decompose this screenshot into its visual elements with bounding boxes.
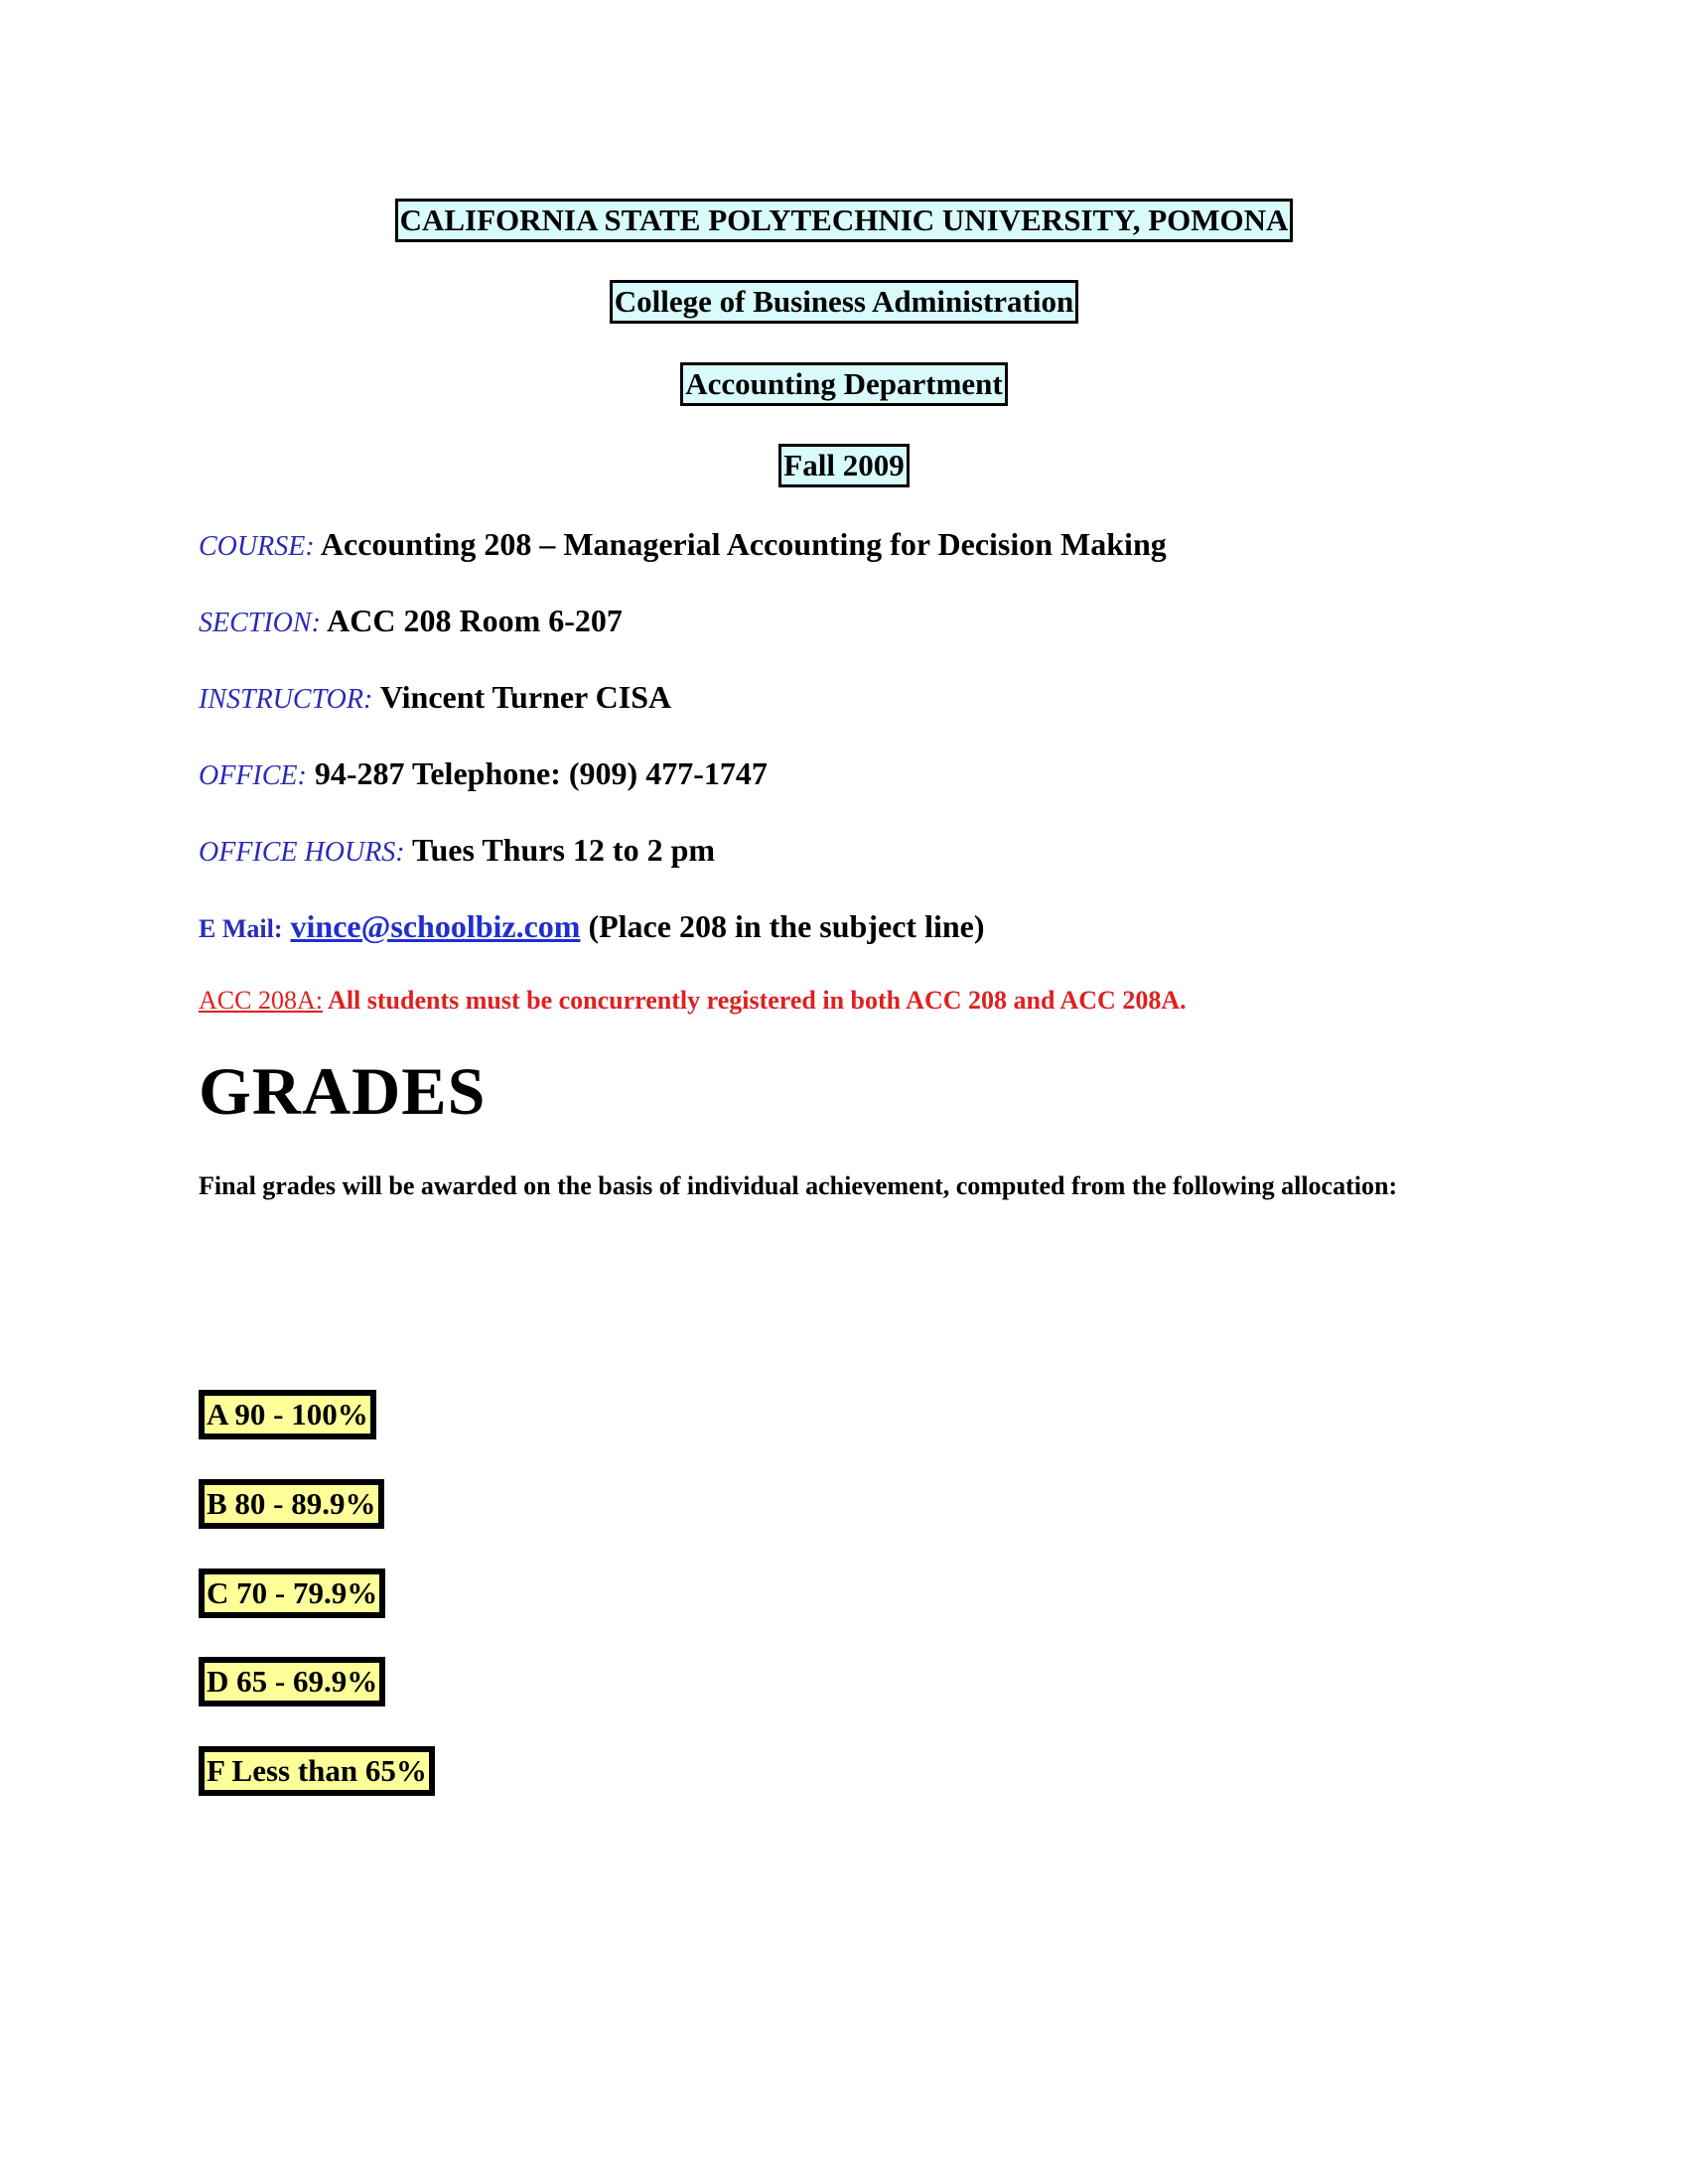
term-title: Fall 2009 — [778, 444, 909, 487]
grades-heading: GRADES — [199, 1053, 487, 1129]
course-line — [199, 526, 1167, 563]
office-hours-line — [199, 832, 715, 869]
office-hours-label: OFFICE HOURS: — [199, 837, 405, 868]
email-link[interactable]: vince@schoolbiz.com — [290, 908, 581, 944]
instructor-line — [199, 679, 671, 716]
grade-scale-a: A 90 - 100% — [199, 1390, 376, 1439]
email-line — [199, 908, 985, 945]
college-title-row — [0, 280, 1688, 324]
email-label: E Mail: — [199, 914, 283, 943]
notice-label: ACC 208A: — [199, 986, 323, 1015]
office-label: OFFICE: — [199, 760, 307, 791]
instructor-label: INSTRUCTOR: — [199, 684, 373, 715]
registration-notice — [199, 986, 1187, 1016]
course-label: COURSE: — [199, 531, 315, 562]
email-note: (Place 208 in the subject line) — [588, 908, 985, 944]
section-value: ACC 208 Room 6-207 — [327, 603, 623, 638]
grade-scale-f: F Less than 65% — [199, 1746, 435, 1796]
notice-text: All students must be concurrently registered in both ACC 208 and ACC 208A. — [328, 986, 1187, 1015]
department-title-row — [0, 362, 1688, 406]
allocation-text: Final grades will be awarded on the basis of individual achievement, computed from the following allocation: — [199, 1171, 1398, 1200]
office-value: 94-287 Telephone: (909) 477-1747 — [314, 755, 768, 791]
grade-scale-d: D 65 - 69.9% — [199, 1657, 385, 1706]
office-hours-value: Tues Thurs 12 to 2 pm — [412, 832, 716, 868]
instructor-value: Vincent Turner CISA — [379, 679, 672, 715]
course-value: Accounting 208 – Managerial Accounting for Decision Making — [320, 526, 1167, 562]
university-title: CALIFORNIA STATE POLYTECHNIC UNIVERSITY, POMONA — [395, 199, 1294, 242]
college-title: College of Business Administration — [610, 280, 1078, 324]
grade-scale-b: B 80 - 89.9% — [199, 1479, 384, 1529]
section-label: SECTION: — [199, 608, 321, 638]
office-line — [199, 755, 768, 792]
grade-scale-c: C 70 - 79.9% — [199, 1569, 385, 1618]
term-title-row — [0, 444, 1688, 487]
university-title-row — [0, 199, 1688, 242]
section-line — [199, 603, 623, 639]
department-title: Accounting Department — [680, 362, 1007, 406]
